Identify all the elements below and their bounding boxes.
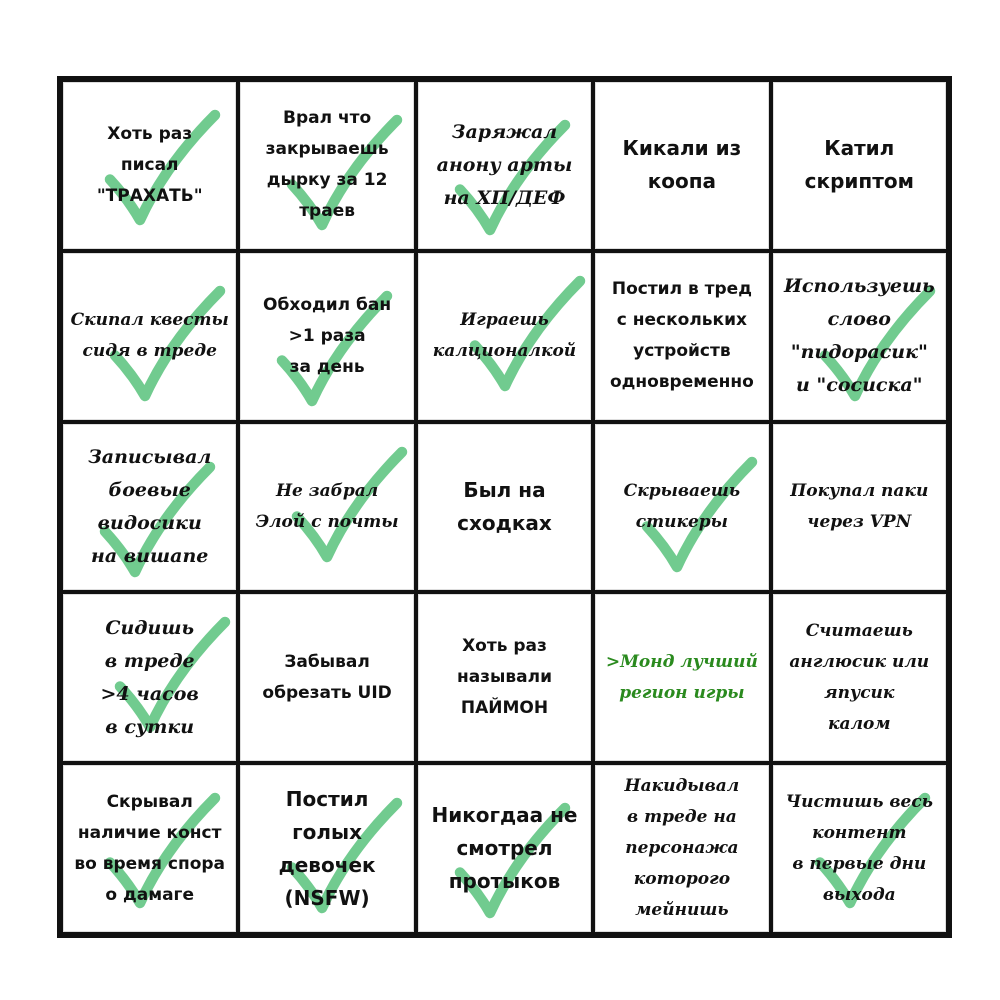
bingo-cell[interactable] <box>593 80 770 251</box>
cell-text: Катил скриптом <box>804 136 914 194</box>
cell-text: Хоть раз называли ПАЙМОН <box>456 636 553 719</box>
cell-text: Был на сходках <box>457 477 552 535</box>
cell-text: >Монд лучший регион игры <box>605 651 758 703</box>
bingo-cell[interactable] <box>61 763 238 934</box>
bingo-cell[interactable] <box>771 592 948 763</box>
cell-text: Считаешь англюсик или япусик калом <box>789 620 930 734</box>
cell-text: Обходил бан >1 раза за день <box>263 294 392 377</box>
bingo-cell[interactable] <box>61 592 238 763</box>
bingo-cell[interactable] <box>593 251 770 422</box>
cell-text: Скрываешь стикеры <box>623 480 741 532</box>
bingo-cell[interactable] <box>416 592 593 763</box>
bingo-cell[interactable] <box>238 251 415 422</box>
bingo-board <box>57 76 952 938</box>
bingo-cell[interactable] <box>238 422 415 593</box>
bingo-cell[interactable] <box>416 251 593 422</box>
bingo-cell[interactable] <box>593 763 770 934</box>
cell-text: Чистишь весь контент в первые дни выхода <box>785 791 933 905</box>
cell-text: Постил голых девочек (NSFW) <box>278 786 376 910</box>
cell-text: Накидывал в треде на персонажа которого мейнишь <box>624 776 740 921</box>
cell-text: Не забрал Элой с почты <box>255 480 399 532</box>
cell-text: Сидишь в треде >4 часов в сутки <box>100 616 199 738</box>
bingo-cell[interactable] <box>61 80 238 251</box>
cell-text: Никогдаа не смотрел протыков <box>431 803 578 894</box>
cell-text: Кикали из коопа <box>622 136 742 194</box>
cell-text: Скипал квесты сидя в треде <box>70 310 229 362</box>
cell-text: Заряжал анону арты на ХП/ДЕФ <box>436 120 573 209</box>
cell-text: Скрывал наличие конст во время спора о дамаге <box>74 791 226 905</box>
bingo-cell[interactable] <box>593 592 770 763</box>
bingo-cell[interactable] <box>771 251 948 422</box>
cell-text: Постил в тред с нескольких устройств одновременно <box>609 279 754 393</box>
bingo-cell[interactable] <box>238 592 415 763</box>
bingo-cell[interactable] <box>593 422 770 593</box>
cell-text: Используешь слово "пидорасик" и "сосиска" <box>783 275 935 397</box>
bingo-cell[interactable] <box>238 763 415 934</box>
bingo-cell[interactable] <box>61 251 238 422</box>
bingo-cell[interactable] <box>771 80 948 251</box>
bingo-cell[interactable] <box>416 763 593 934</box>
cell-text: Забывал обрезать UID <box>262 651 392 703</box>
bingo-cell[interactable] <box>771 763 948 934</box>
bingo-cell[interactable] <box>771 422 948 593</box>
bingo-cell[interactable] <box>238 80 415 251</box>
cell-text: Врал что закрываешь дырку за 12 траев <box>265 108 389 222</box>
bingo-cell[interactable] <box>61 422 238 593</box>
bingo-cell[interactable] <box>416 80 593 251</box>
cell-text: Покупал паки через VPN <box>790 480 929 532</box>
bingo-cell[interactable] <box>416 422 593 593</box>
cell-text: Хоть раз писал "ТРАХАТЬ" <box>96 123 203 206</box>
cell-text: Играешь калционалкой <box>432 310 577 362</box>
cell-text: Записывал боевые видосики на вишапе <box>88 445 212 567</box>
